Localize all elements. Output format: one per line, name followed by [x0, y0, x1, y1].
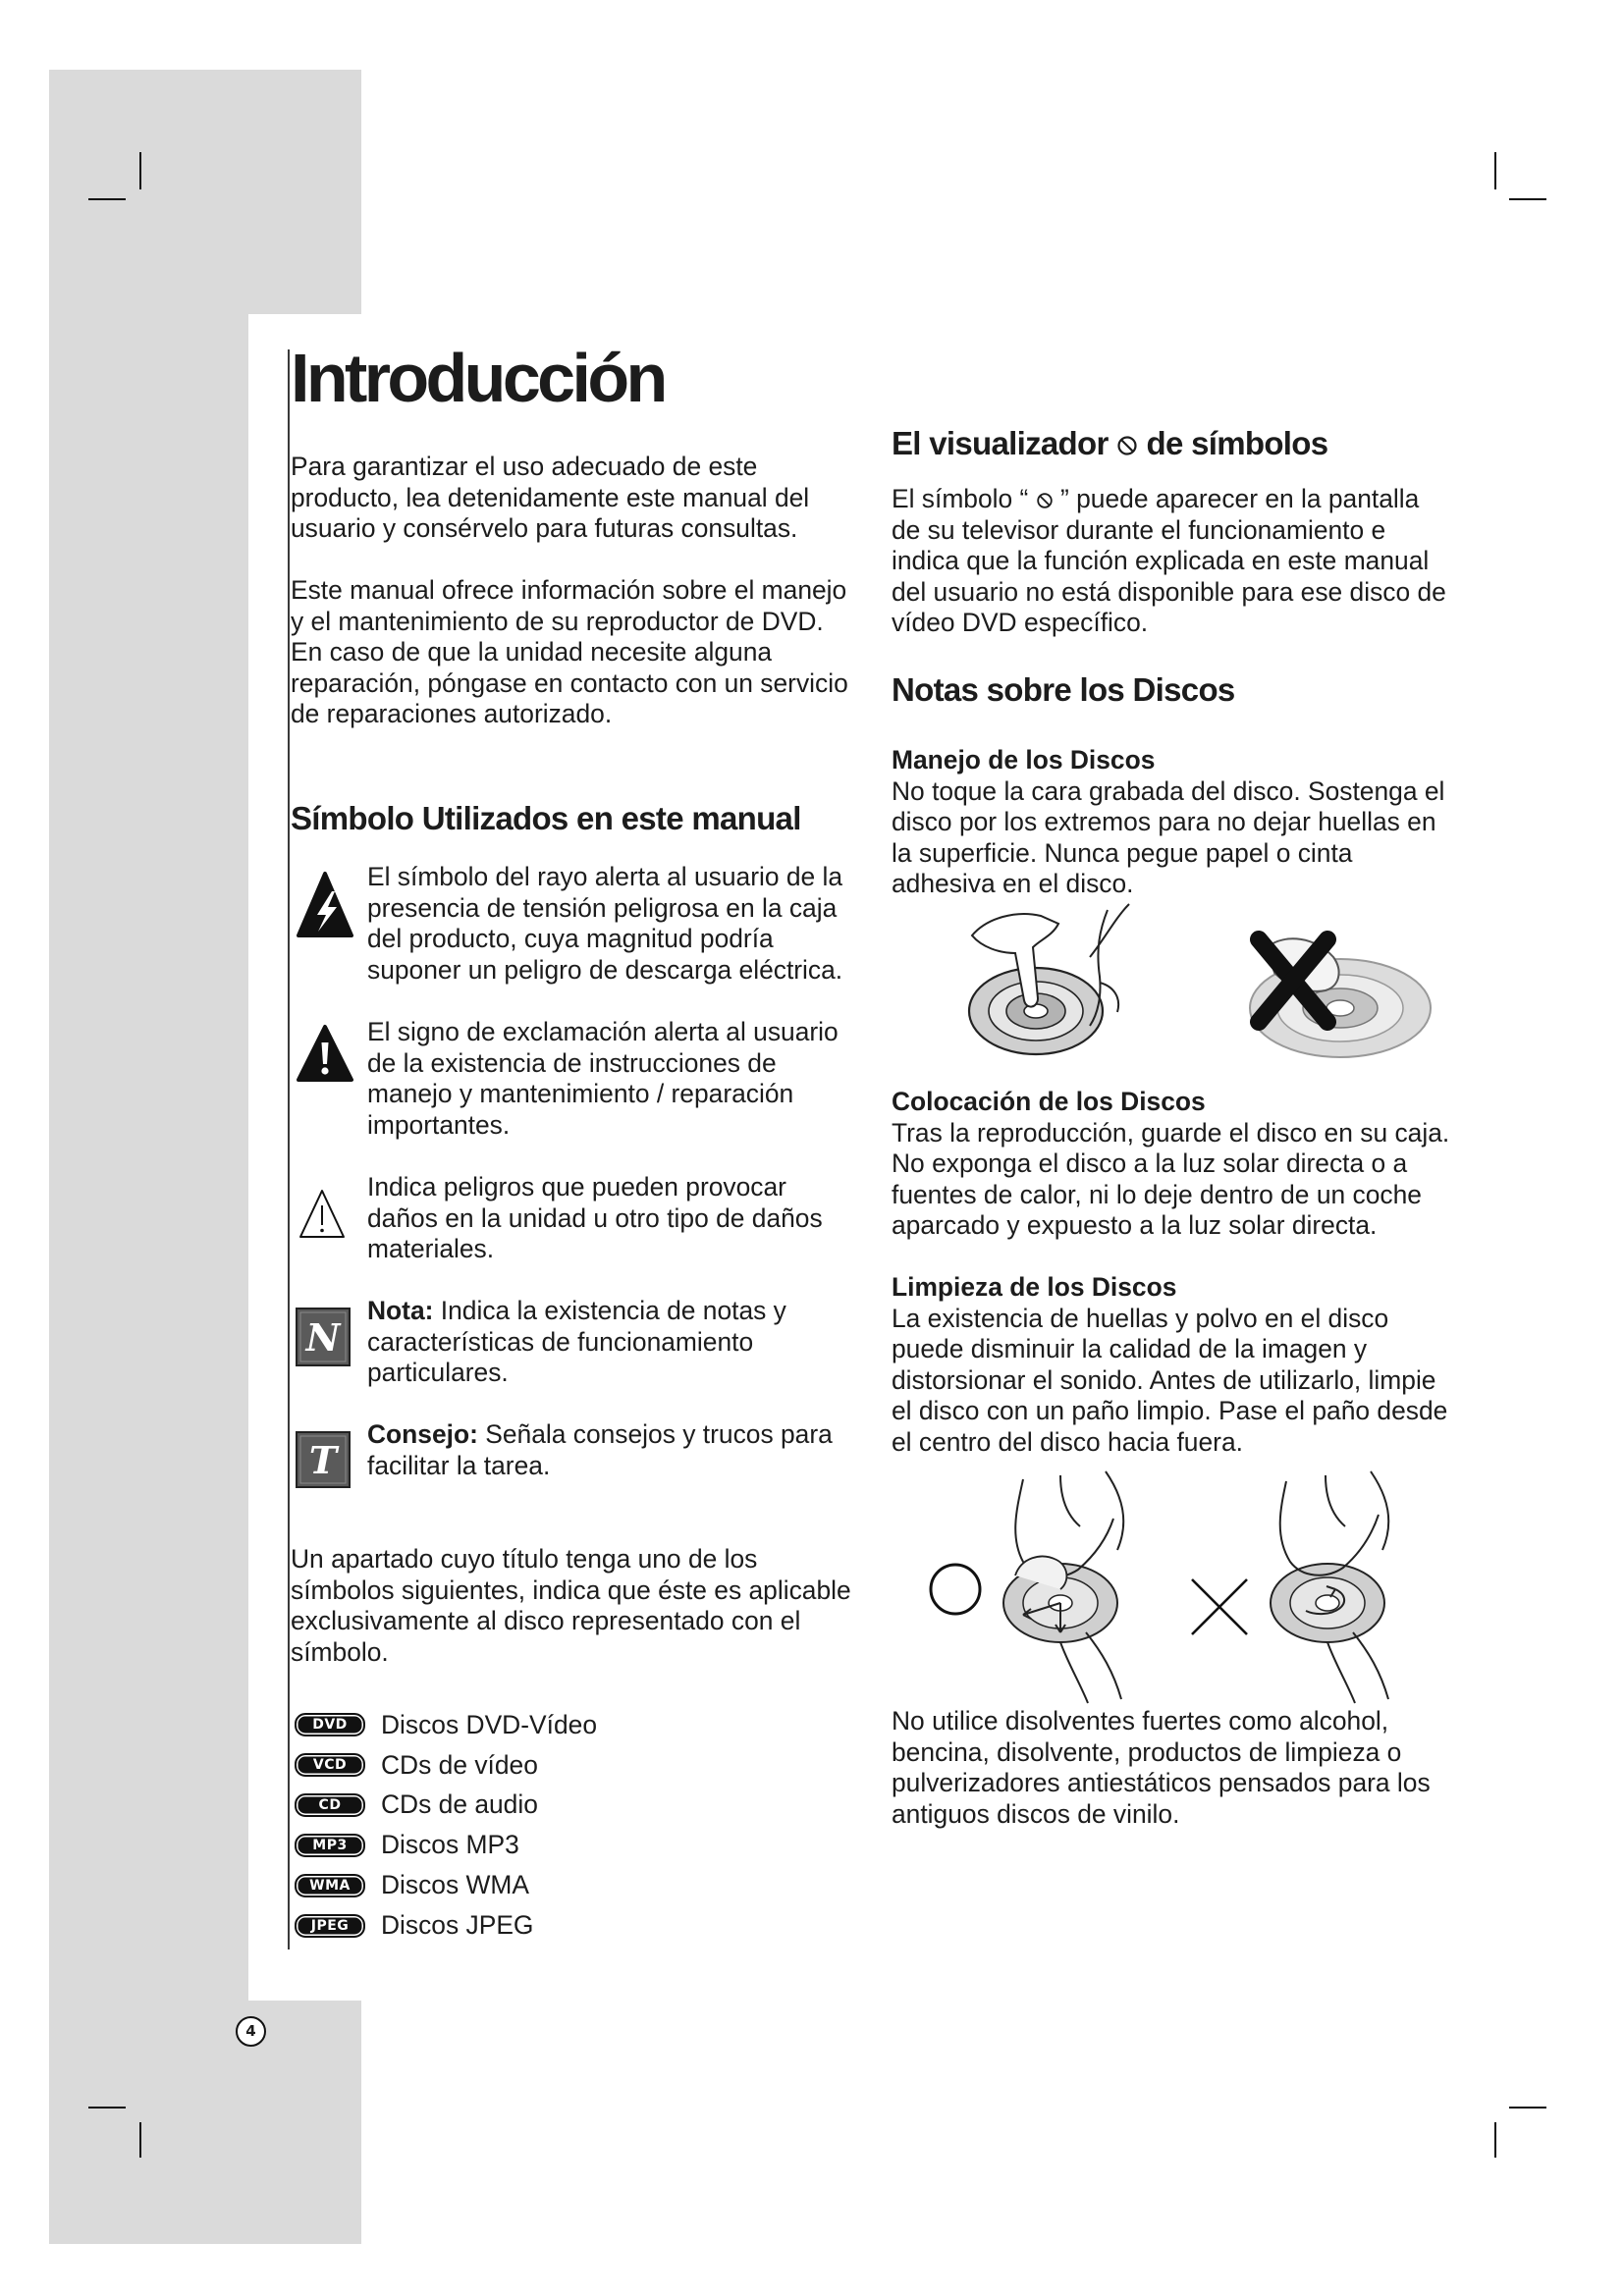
crop-mark-top-right-h: [1509, 198, 1546, 200]
x-mark-icon: [1192, 1579, 1247, 1634]
disc-storage-section: [892, 1087, 1449, 1242]
tip-label: Consejo:: [367, 1419, 478, 1449]
caution-outline-icon: [298, 1188, 346, 1240]
wma-badge-icon: WMA: [295, 1874, 365, 1897]
tip-icon-letter: T: [308, 1438, 338, 1482]
page-number: 4: [236, 2016, 266, 2047]
disc-type-label: Discos MP3: [381, 1830, 519, 1860]
disc-type-list: [295, 1705, 597, 1946]
intro-paragraph-2: Este manual ofrece información sobre el manejo y el mantenimiento de su reproductor de DVD. En caso de que la unidad necesite alguna reparación, póngase en contacto con un servicio de reparaciones autorizado.: [291, 575, 848, 729]
list-item: [295, 1705, 597, 1745]
visualizer-paragraph-line-1: [892, 484, 1446, 515]
mp3-badge-icon: MP3: [295, 1834, 365, 1857]
disc-handling-text: No toque la cara grabada del disco. Sostenga el disco por los extremos para no dejar huellas en la superficie. Nunca pegue papel o cinta adhesiva en el disco.: [892, 775, 1445, 899]
correct-disc-grip-image: [969, 904, 1129, 1054]
crop-mark-top-left-h: [88, 198, 126, 200]
correct-cleaning-image: [1003, 1471, 1123, 1703]
disc-storage-title: Colocación de los Discos: [892, 1087, 1206, 1116]
list-item: [295, 1745, 597, 1786]
applicability-paragraph: Un apartado cuyo título tenga uno de los símbolos siguientes, indica que éste es aplicable exclusivamente al disco representado con el símbolo.: [291, 1544, 851, 1667]
list-item: [295, 1866, 597, 1906]
incorrect-disc-grip-image: [1250, 938, 1431, 1057]
lightning-warning-icon: [296, 870, 354, 940]
visualizer-heading-end: de símbolos: [1146, 425, 1328, 461]
disc-type-label: CDs de audio: [381, 1789, 538, 1820]
incorrect-cleaning-image: [1271, 1471, 1388, 1703]
crop-mark-top-left-v: [139, 152, 141, 189]
disc-cleaning-title: Limpieza de los Discos: [892, 1272, 1177, 1302]
disc-notes-heading: Notas sobre los Discos: [892, 671, 1235, 708]
visualizer-heading: [892, 424, 1327, 463]
disc-type-label: Discos WMA: [381, 1870, 530, 1900]
note-label: Nota:: [367, 1296, 434, 1325]
disc-handling-section: [892, 745, 1444, 900]
intro-paragraph-1: Para garantizar el uso adecuado de este producto, lea detenidamente este manual del usuario y consérvelo para futuras consultas.: [291, 452, 810, 544]
crop-mark-bottom-left-v: [139, 2122, 141, 2158]
note-text: Indica la existencia de notas y características de funcionamiento particulares.: [367, 1296, 786, 1388]
lightning-warning-text: El símbolo del rayo alerta al usuario de la presencia de tensión peligrosa en la caja del producto, cuya magnitud podría suponer un peligro de descarga eléctrica.: [367, 862, 843, 985]
crop-mark-top-right-v: [1494, 152, 1496, 189]
exclamation-warning-text: El signo de exclamación alerta al usuario de la existencia de instrucciones de manejo y mantenimiento / reparación importantes.: [367, 1017, 839, 1140]
disc-type-label: Discos JPEG: [381, 1910, 534, 1941]
visualizer-heading-start: El visualizador: [892, 425, 1109, 461]
jpeg-badge-icon: JPEG: [295, 1914, 365, 1938]
note-description: [367, 1296, 786, 1389]
crop-mark-bottom-right-v: [1494, 2122, 1496, 2158]
cd-badge-icon: CD: [295, 1793, 365, 1817]
correct-circle-icon: [931, 1565, 980, 1614]
tip-description: [367, 1419, 833, 1481]
exclamation-warning-icon: [296, 1023, 354, 1084]
list-item: [295, 1905, 597, 1946]
visualizer-paragraph: [892, 484, 1446, 639]
disc-handling-illustration: [943, 888, 1463, 1080]
disc-cleaning-illustration: [913, 1468, 1434, 1708]
dvd-badge-icon: DVD: [295, 1713, 365, 1736]
prohibited-symbol-icon: [1116, 435, 1138, 456]
note-icon-letter: N: [305, 1315, 341, 1360]
vcd-badge-icon: VCD: [295, 1753, 365, 1777]
visualizer-paragraph-rest: de su televisor durante el funcionamiento e indica que la función explicada en este manual del usuario no está disponible para ese disco de vídeo DVD específico.: [892, 514, 1446, 638]
caution-text: Indica peligros que pueden provocar daños en la unidad u otro tipo de daños materiales.: [367, 1172, 823, 1264]
list-item: [295, 1826, 597, 1866]
visualizer-line-start: El símbolo “: [892, 484, 1036, 513]
page-title: Introducción: [291, 340, 665, 416]
list-item: [295, 1786, 597, 1826]
solvent-warning-paragraph: No utilice disolventes fuertes como alcohol, bencina, disolvente, productos de limpieza o pulverizadores antiestáticos pensados para los antiguos discos de vinilo.: [892, 1706, 1431, 1829]
disc-cleaning-text: La existencia de huellas y polvo en el disco puede disminuir la calidad de la imagen y distorsionar el sonido. Antes de utilizarlo, limpie el disco con un paño limpio. Pase el paño desde el centro del disco hacia fuera.: [892, 1303, 1448, 1457]
crop-mark-bottom-right-h: [1509, 2107, 1546, 2109]
prohibited-symbol-icon: [1036, 492, 1054, 509]
tip-text: Señala consejos y trucos para facilitar la tarea.: [367, 1419, 833, 1480]
disc-handling-title: Manejo de los Discos: [892, 745, 1156, 774]
crop-mark-bottom-left-h: [88, 2107, 126, 2109]
symbols-heading: Símbolo Utilizados en este manual: [291, 800, 801, 836]
note-icon: [296, 1308, 351, 1366]
content-left-rule: [288, 349, 290, 1949]
disc-storage-text: Tras la reproducción, guarde el disco en su caja. No exponga el disco a la luz solar directa o a fuentes de calor, ni lo deje dentro de un coche aparcado y expuesto a la luz solar directa.: [892, 1117, 1450, 1241]
disc-cleaning-section: [892, 1272, 1447, 1459]
visualizer-line-end: ” puede aparecer en la pantalla: [1053, 484, 1420, 513]
tip-icon: [296, 1431, 351, 1488]
disc-type-label: Discos DVD-Vídeo: [381, 1709, 597, 1739]
disc-type-label: CDs de vídeo: [381, 1749, 538, 1780]
